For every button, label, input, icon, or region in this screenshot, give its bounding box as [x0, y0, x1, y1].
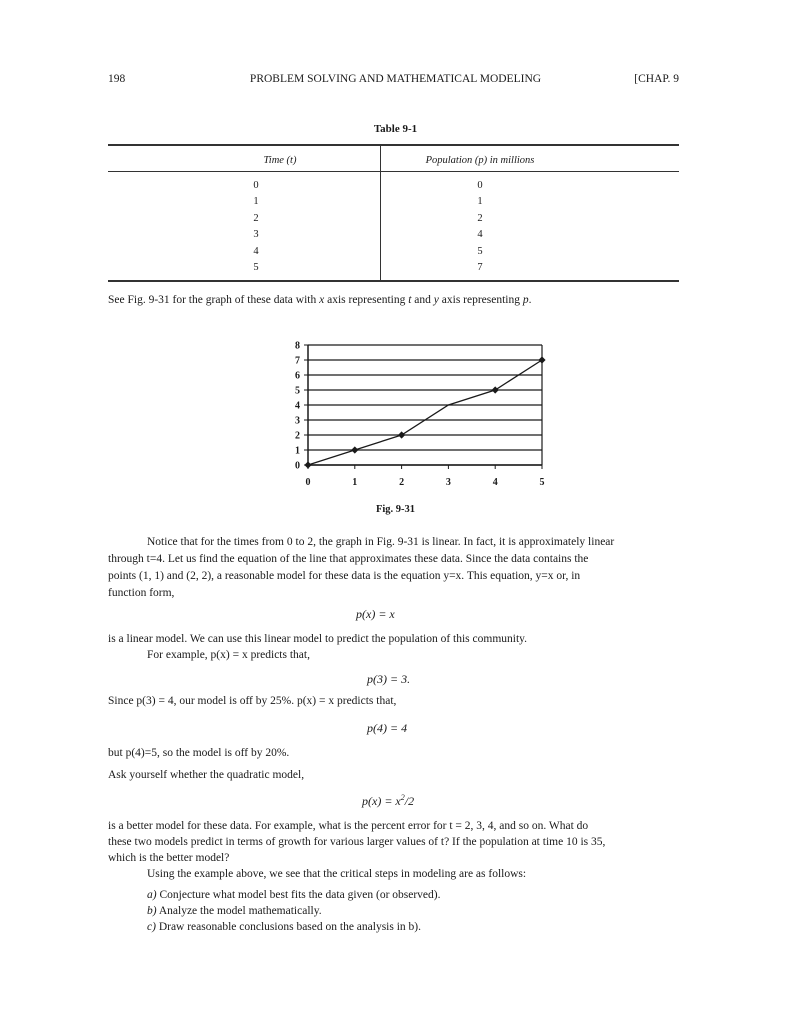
table-cell-time: 2 — [253, 213, 259, 224]
equation-p3: p(3) = 3. — [367, 672, 411, 686]
data-point — [398, 431, 405, 438]
chapter-label: [CHAP. 9 — [634, 73, 679, 85]
x-tick-label: 3 — [445, 477, 451, 488]
table-cell-time: 3 — [253, 229, 259, 240]
table-cell-time: 0 — [253, 180, 259, 191]
paragraph-5: Ask yourself whether the quadratic model, — [108, 769, 305, 781]
data-point — [351, 446, 358, 453]
table-cell-population: 5 — [477, 246, 483, 257]
table-cell-population: 1 — [477, 196, 483, 207]
table-col-time: Time (t) — [263, 155, 297, 166]
paragraph-6-line-1: is a better model for these data. For example, what is the percent error for t = 2, 3, 4, and so on. What do — [108, 820, 589, 832]
see-fig-sentence: See Fig. 9-31 for the graph of these data with x axis representing t and y axis representing p. — [108, 294, 532, 306]
paragraph-2-line-1: is a linear model. We can use this linear model to predict the population of this community. — [108, 633, 528, 645]
table-cell-population: 7 — [477, 262, 483, 273]
list-item-b: b) Analyze the model mathematically. — [147, 905, 322, 917]
paragraph-6-line-2: these two models predict in terms of growth for various larger values of t? If the population at time 10 is 35, — [108, 836, 606, 848]
series-line — [308, 360, 542, 465]
population-line-chart — [280, 335, 570, 495]
paragraph-7: Using the example above, we see that the critical steps in modeling are as follows: — [147, 868, 527, 880]
equation-p4: p(4) = 4 — [367, 721, 408, 735]
page-number: 198 — [108, 73, 126, 85]
list-item-c: c) Draw reasonable conclusions based on the analysis in b). — [147, 921, 422, 933]
paragraph-1-line-4: function form, — [108, 587, 175, 599]
x-tick-label: 2 — [399, 477, 405, 488]
table-cell-population: 0 — [477, 180, 483, 191]
y-tick-label: 2 — [295, 430, 300, 442]
y-tick-label: 4 — [295, 400, 300, 412]
equation-quadratic-model: $p(x) = x^2/2$ — [362, 793, 415, 808]
equation-linear-model: p(x) = x — [356, 607, 395, 621]
paragraph-4: but p(4)=5, so the model is off by 20%. — [108, 747, 290, 759]
y-tick-label: 8 — [295, 340, 300, 352]
table-cell-time: 5 — [253, 262, 259, 273]
paragraph-6-line-3: which is the better model? — [108, 852, 230, 864]
paragraph-1-line-2: through t=4. Let us find the equation of the line that approximates these data. Since the data contains the — [108, 553, 589, 565]
y-tick-label: 3 — [295, 415, 300, 427]
x-tick-label: 4 — [492, 477, 498, 488]
y-tick-label: 5 — [295, 385, 300, 397]
table-cell-time: 4 — [253, 246, 259, 257]
table-cell-time: 1 — [253, 196, 259, 207]
data-point — [492, 386, 499, 393]
y-tick-label: 6 — [295, 370, 300, 382]
paragraph-1-line-1: Notice that for the times from 0 to 2, the graph in Fig. 9-31 is linear. In fact, it is approximately linear — [147, 536, 615, 548]
table-header-rule — [108, 171, 679, 172]
paragraph-1-line-3: points (1, 1) and (2, 2), a reasonable model for these data is the equation y=x. This equation, y=x or, in — [108, 570, 581, 582]
y-tick-label: 1 — [295, 445, 300, 457]
table-bottom-rule — [108, 280, 679, 282]
data-point — [538, 356, 545, 363]
x-tick-label: 1 — [352, 477, 358, 488]
y-tick-label: 0 — [295, 460, 300, 472]
table-title: Table 9-1 — [373, 123, 418, 135]
table-cell-population: 2 — [477, 213, 483, 224]
y-tick-label: 7 — [295, 355, 300, 367]
data-point — [304, 461, 311, 468]
running-title: PROBLEM SOLVING AND MATHEMATICAL MODELING — [249, 73, 542, 85]
list-item-a: a) Conjecture what model best fits the data given (or observed). — [147, 889, 441, 901]
x-tick-label: 5 — [539, 477, 545, 488]
table-top-rule — [108, 144, 679, 146]
table-cell-population: 4 — [477, 229, 483, 240]
figure-caption: Fig. 9-31 — [375, 504, 416, 515]
table-col-population: Population (p) in millions — [425, 155, 535, 166]
x-tick-label: 0 — [305, 477, 311, 488]
paragraph-3: Since p(3) = 4, our model is off by 25%. p(x) = x predicts that, — [108, 695, 397, 707]
paragraph-2-line-2: For example, p(x) = x predicts that, — [147, 649, 310, 661]
